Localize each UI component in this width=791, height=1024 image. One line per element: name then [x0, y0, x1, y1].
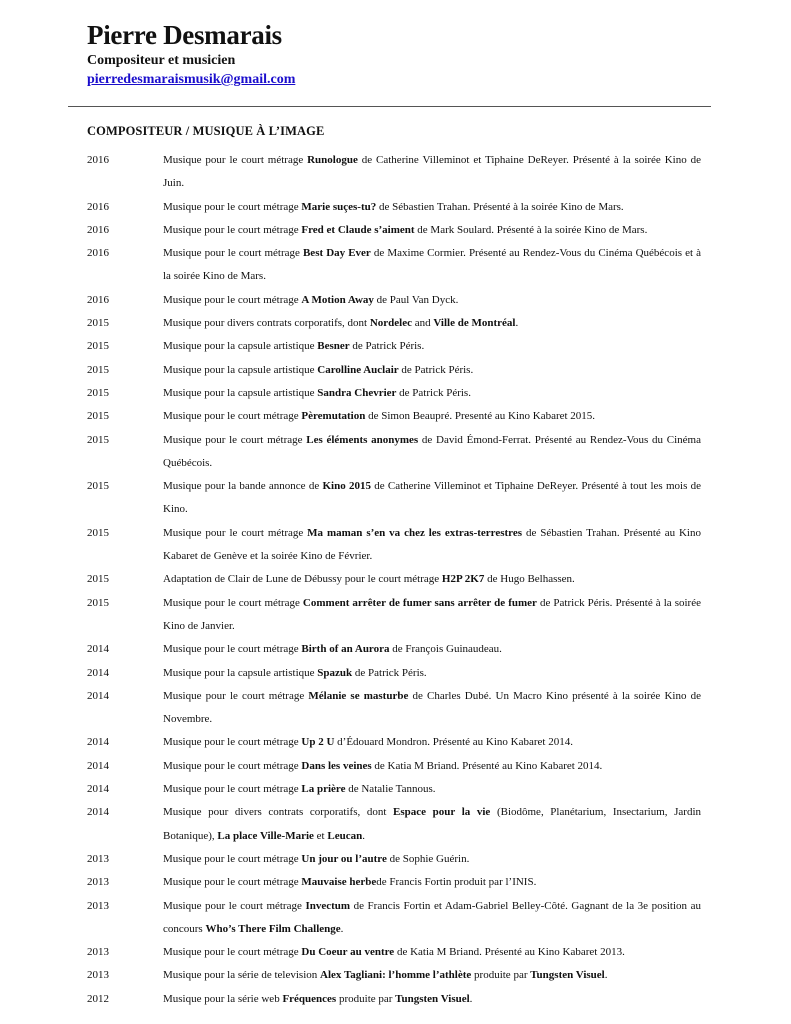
entry-text: Musique pour la capsule artistique	[163, 666, 318, 679]
work-title: Fred et Claude s’aiment	[301, 223, 415, 236]
entry-year: 2014	[87, 666, 109, 679]
entry-row	[87, 568, 702, 591]
entry-text: Musique pour le court métrage	[163, 223, 302, 236]
work-title: H2P 2K7	[441, 573, 485, 586]
entry-text: (Biodôme, Planétarium, Insectarium, Jardin Botanique),	[163, 806, 702, 842]
entry-description	[163, 335, 701, 358]
entry-row	[87, 638, 702, 661]
work-title: Besner	[317, 340, 350, 353]
entry-text: Adaptation de Clair de Lune de Débussy pour le court métrage	[163, 573, 442, 586]
work-title: Leucan	[327, 829, 363, 842]
entry-description	[163, 568, 701, 591]
entry-text: .	[362, 829, 365, 842]
entry-text: Musique pour la série de television	[163, 969, 321, 982]
entry-text: produite par	[336, 992, 396, 1005]
entry-text: Musique pour le court métrage	[163, 783, 302, 796]
entry-row	[87, 941, 702, 964]
entry-row	[87, 522, 702, 569]
entry-text: de Sophie Guérin.	[386, 852, 470, 865]
entry-description	[163, 755, 701, 778]
entry-year: 2012	[87, 992, 109, 1005]
email-link[interactable]: pierredesmaraismusik@gmail.com	[87, 72, 296, 87]
entry-text: de Francis Fortin produit par l’INIS.	[376, 876, 537, 889]
entry-description	[163, 359, 701, 382]
work-title: Mauvaise herbe	[301, 876, 377, 889]
entry-text: de Catherine Villeminot et Tiphaine DeReyer. Présenté à la soirée Kino de Juin.	[163, 154, 701, 190]
entry-year: 2015	[87, 526, 109, 539]
work-title: Les éléments anonymes	[306, 433, 419, 446]
entry-text: de Paul Van Dyck.	[373, 293, 459, 306]
entry-text: de François Guinaudeau.	[389, 643, 502, 656]
entry-description	[163, 941, 701, 964]
entry-description	[163, 382, 701, 405]
entry-description	[163, 895, 701, 942]
entry-year: 2015	[87, 386, 109, 399]
entry-text: produite par	[471, 969, 531, 982]
work-title: Ville de Montréal	[433, 317, 516, 330]
entry-text: de Mark Soulard. Présenté à la soirée Kino de Mars.	[414, 223, 648, 236]
entry-text: Musique pour le court métrage	[163, 596, 303, 609]
entry-description	[163, 731, 701, 754]
work-title: Dans les veines	[301, 759, 372, 772]
entry-text: .	[340, 922, 344, 935]
entry-text: Musique pour la capsule artistique	[163, 340, 318, 353]
entry-row	[87, 662, 702, 685]
entry-description	[163, 289, 701, 312]
work-title: Mélanie se masturbe	[308, 689, 409, 702]
work-title: Kino 2015	[322, 480, 371, 493]
entry-row	[87, 289, 702, 312]
entry-year: 2015	[87, 363, 109, 376]
work-title: Spazuk	[317, 666, 353, 679]
work-title: Best Day Ever	[302, 247, 371, 260]
entry-text: Musique pour le court métrage	[163, 643, 302, 656]
entry-text: de Sébastien Trahan. Présenté à la soirée Kino de Mars.	[376, 200, 624, 213]
entry-year: 2015	[87, 596, 109, 609]
entry-description	[163, 242, 701, 289]
entry-row	[87, 149, 702, 196]
entry-description	[163, 405, 701, 428]
entry-year: 2016	[87, 154, 109, 166]
entry-row	[87, 895, 702, 942]
entry-text: Musique pour la capsule artistique	[163, 386, 318, 399]
entry-description	[163, 196, 701, 219]
entry-text: de Katia M Briand. Présenté au Kino Kabaret 2013.	[394, 946, 625, 959]
person-name: Pierre Desmarais	[87, 20, 282, 50]
entry-row	[87, 475, 702, 522]
entry-text: de Patrick Péris. Présenté à la soirée Kino de Janvier.	[163, 596, 701, 632]
entry-description	[163, 848, 701, 871]
entry-text: Musique pour le court métrage	[163, 759, 302, 772]
entry-text: de Francis Fortin et Adam-Gabriel Belley-Côté. Gagnant de la 3e position au concours	[163, 899, 701, 935]
section-title: COMPOSITEUR / MUSIQUE À L’IMAGE	[87, 124, 325, 138]
entry-year: 2014	[87, 689, 109, 702]
entry-row	[87, 359, 702, 382]
entry-year: 2016	[87, 223, 109, 236]
entry-description	[163, 522, 701, 569]
entry-description	[163, 312, 701, 335]
work-title: La place Ville-Marie	[217, 829, 314, 842]
entry-text: .	[604, 969, 608, 982]
entry-text: and	[411, 317, 434, 330]
work-title: Ma maman s’en va chez les extras-terrestres	[307, 526, 523, 539]
entry-row	[87, 755, 702, 778]
entry-text: Musique pour divers contrats corporatifs, dont	[163, 317, 370, 330]
entry-row	[87, 685, 702, 732]
entry-description	[163, 149, 701, 196]
entry-text: Musique pour le court métrage	[163, 526, 308, 539]
entry-text: Musique pour la capsule artistique	[163, 363, 318, 376]
entry-row	[87, 964, 702, 987]
entry-text: Musique pour le court métrage	[163, 200, 302, 213]
entry-description	[163, 964, 701, 987]
entry-text: de Patrick Péris.	[352, 666, 427, 679]
entry-year: 2014	[87, 736, 109, 749]
resume-header	[87, 18, 295, 89]
entry-row	[87, 312, 702, 335]
entry-year: 2013	[87, 899, 109, 912]
work-title: Up 2 U	[301, 736, 335, 749]
entry-text: Musique pour le court métrage	[163, 852, 302, 865]
entry-year: 2014	[87, 783, 109, 796]
entry-row	[87, 592, 702, 639]
entry-row	[87, 871, 702, 894]
entry-text: Musique pour la bande annonce de	[163, 480, 323, 493]
entry-row	[87, 731, 702, 754]
entry-description	[163, 801, 701, 848]
entry-description	[163, 219, 701, 242]
person-subtitle: Compositeur et musicien	[87, 53, 236, 68]
entry-description	[163, 662, 701, 685]
entry-text: .	[469, 992, 473, 1005]
work-title: Tungsten Visuel	[530, 969, 605, 982]
entry-text: Musique pour le court métrage	[163, 876, 302, 889]
work-title: Pèremutation	[301, 410, 366, 423]
entry-text: de Catherine Villeminot et Tiphaine DeReyer. Présenté à tout les mois de Kino.	[163, 480, 701, 516]
entry-text: de Sébastien Trahan. Présenté au Kino Kabaret de Genève et la soirée Kino de Février.	[163, 526, 701, 563]
entry-row	[87, 778, 702, 801]
work-title: Comment arrêter de fumer sans arrêter de fumer	[302, 596, 537, 609]
entry-description	[163, 429, 701, 476]
entry-text: Musique pour divers contrats corporatifs, dont	[163, 806, 394, 819]
entry-text: de Patrick Péris.	[349, 340, 425, 353]
work-title: Birth of an Aurora	[301, 643, 390, 656]
entry-text: de Hugo Belhassen.	[484, 573, 575, 586]
header-divider	[68, 106, 711, 107]
entry-year: 2016	[87, 293, 109, 306]
work-title: Fréquences	[282, 992, 337, 1005]
work-title: Alex Tagliani: l’homme l’athlète	[320, 969, 472, 982]
work-title: Du Coeur au ventre	[301, 946, 395, 959]
entry-year: 2015	[87, 410, 109, 423]
entry-row	[87, 382, 702, 405]
entry-row	[87, 848, 702, 871]
entry-text: Musique pour le court métrage	[163, 689, 309, 702]
entry-text: Musique pour la série web	[163, 992, 283, 1005]
entry-year: 2015	[87, 573, 109, 586]
entry-description	[163, 685, 701, 732]
entry-year: 2014	[87, 643, 109, 656]
entry-row	[87, 335, 702, 358]
entry-description	[163, 475, 701, 522]
work-title: Sandra Chevrier	[317, 386, 397, 399]
entry-text: Musique pour le court métrage	[163, 946, 302, 959]
entry-row	[87, 196, 702, 219]
entry-row	[87, 429, 702, 476]
work-title: Carolline Auclair	[317, 363, 399, 376]
entry-year: 2013	[87, 969, 109, 982]
entry-year: 2013	[87, 852, 109, 865]
entry-row	[87, 801, 702, 848]
entry-year: 2013	[87, 876, 109, 889]
entry-description	[163, 988, 701, 1011]
entry-text: Musique pour le court métrage	[163, 410, 302, 423]
entry-text: de Maxime Cormier. Présenté au Rendez-Vous du Cinéma Québécois et à la soirée Kino de Mars.	[163, 247, 701, 283]
work-title: La prière	[301, 783, 346, 796]
entry-year: 2013	[87, 946, 109, 959]
entry-row	[87, 219, 702, 242]
entry-description	[163, 638, 701, 661]
entry-text: Musique pour le court métrage	[163, 736, 302, 749]
work-title: Invectum	[305, 899, 351, 912]
entry-text: Musique pour le court métrage	[163, 899, 306, 912]
entry-year: 2016	[87, 247, 109, 260]
entry-year: 2016	[87, 200, 109, 213]
work-title: A Motion Away	[301, 293, 374, 306]
entry-year: 2015	[87, 480, 109, 493]
entry-list	[87, 149, 702, 1011]
entry-text: Musique pour le court métrage	[163, 293, 302, 306]
work-title: Nordelec	[369, 317, 412, 330]
entry-text: de David Émond-Ferrat. Présenté au Rendez-Vous du Cinéma Québécois.	[163, 433, 701, 469]
work-title: Who’s There Film Challenge	[205, 922, 341, 935]
entry-text: de Charles Dubé. Un Macro Kino présenté à la soirée Kino de Novembre.	[163, 689, 701, 726]
work-title: Runologue	[307, 154, 358, 166]
entry-year: 2014	[87, 759, 109, 772]
entry-row	[87, 988, 702, 1011]
entry-text: Musique pour le court métrage	[163, 154, 308, 166]
entry-text: .	[515, 317, 519, 330]
entry-text: de Katia M Briand. Présenté au Kino Kabaret 2014.	[371, 759, 603, 772]
work-title: Tungsten Visuel	[395, 992, 470, 1005]
entry-year: 2015	[87, 317, 109, 330]
work-title: Espace pour la vie	[393, 806, 491, 819]
work-title: Marie suçes-tu?	[301, 200, 377, 213]
work-title: Un jour ou l’autre	[301, 852, 387, 865]
entry-description	[163, 871, 701, 894]
entry-year: 2015	[87, 340, 109, 353]
entry-year: 2014	[87, 806, 109, 819]
entry-text: et	[313, 829, 328, 842]
entry-description	[163, 592, 701, 639]
entry-text: Musique pour le court métrage	[163, 247, 303, 260]
entry-text: de Patrick Péris.	[396, 386, 471, 399]
entry-text: Musique pour le court métrage	[163, 433, 307, 446]
entry-row	[87, 242, 702, 289]
entry-year: 2015	[87, 433, 109, 446]
entry-row	[87, 405, 702, 428]
entry-text: d’Édouard Mondron. Présenté au Kino Kabaret 2014.	[334, 736, 573, 749]
entry-text: de Simon Beaupré. Presenté au Kino Kabaret 2015.	[365, 410, 596, 423]
entry-text: de Patrick Péris.	[398, 363, 474, 376]
entry-text: de Natalie Tannous.	[345, 783, 436, 796]
entry-description	[163, 778, 701, 801]
